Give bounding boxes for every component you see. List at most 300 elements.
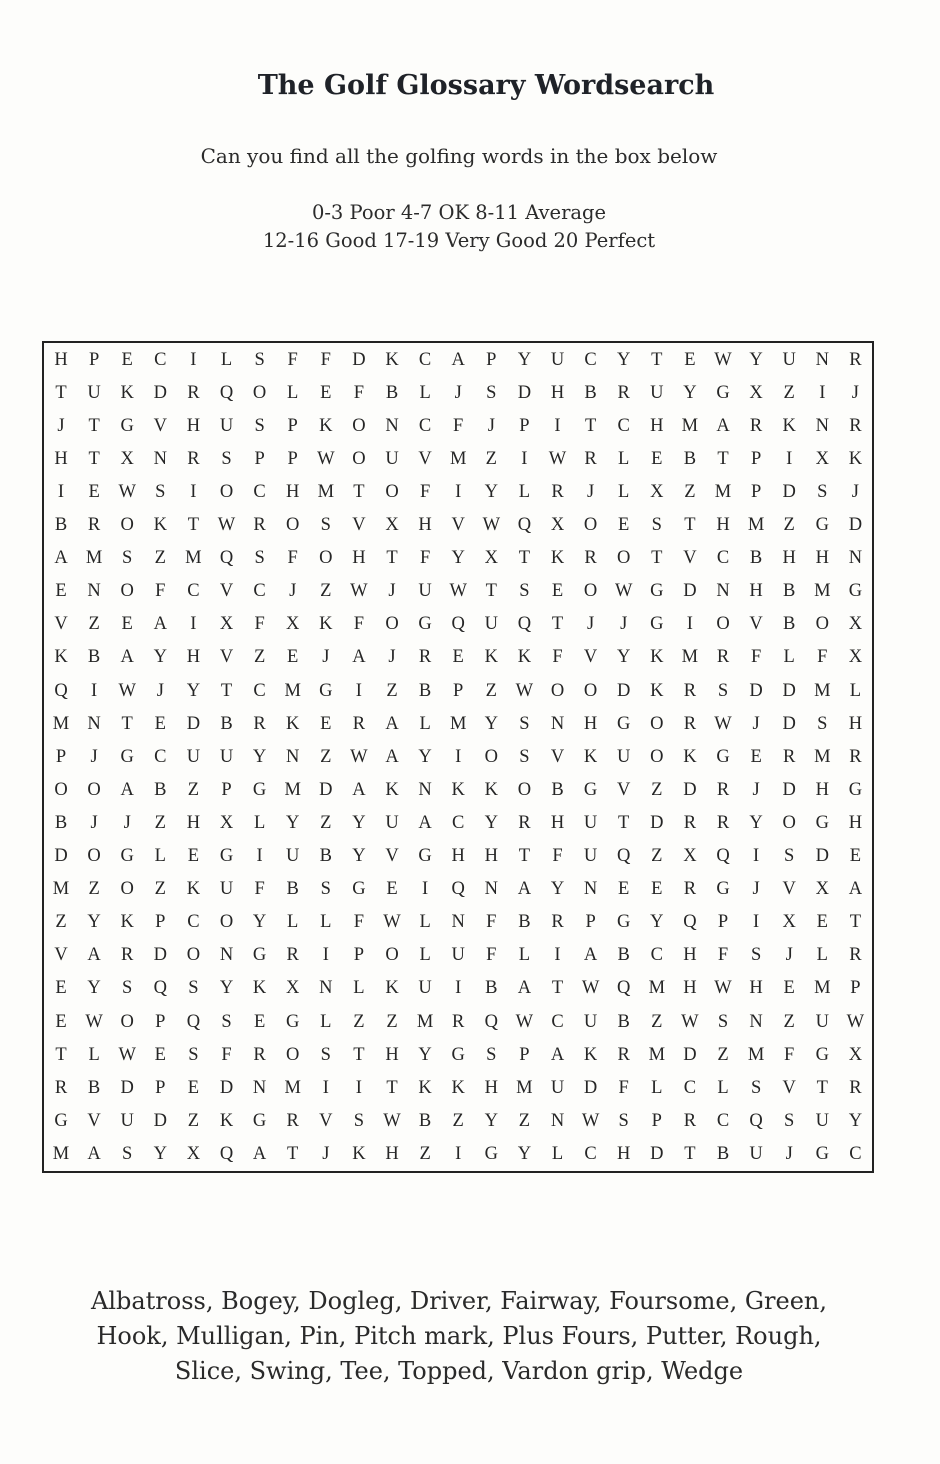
grid-letter[interactable]: J: [123, 812, 131, 833]
grid-letter[interactable]: K: [385, 779, 399, 800]
grid-letter[interactable]: K: [583, 746, 598, 767]
grid-letter[interactable]: I: [355, 680, 362, 701]
grid-letter[interactable]: W: [383, 1110, 401, 1131]
grid-letter[interactable]: I: [753, 912, 760, 933]
grid-letter[interactable]: Q: [716, 846, 730, 866]
grid-letter[interactable]: U: [815, 1011, 829, 1032]
grid-letter[interactable]: G: [252, 945, 267, 966]
grid-letter[interactable]: B: [683, 448, 697, 469]
grid-letter[interactable]: C: [716, 548, 730, 569]
grid-letter[interactable]: M: [284, 1077, 301, 1098]
grid-letter[interactable]: R: [716, 812, 730, 833]
grid-letter[interactable]: B: [584, 382, 597, 403]
grid-letter[interactable]: I: [521, 448, 528, 469]
grid-letter[interactable]: V: [782, 879, 796, 900]
grid-letter[interactable]: N: [749, 1011, 763, 1032]
grid-letter[interactable]: B: [154, 779, 167, 800]
grid-letter[interactable]: S: [221, 1011, 232, 1032]
grid-letter[interactable]: G: [54, 1110, 68, 1131]
grid-letter[interactable]: L: [253, 812, 266, 833]
grid-letter[interactable]: D: [352, 349, 366, 370]
grid-letter[interactable]: C: [253, 680, 266, 701]
grid-letter[interactable]: Z: [651, 779, 663, 800]
grid-letter[interactable]: Z: [717, 1044, 729, 1065]
grid-letter[interactable]: J: [752, 713, 760, 734]
grid-letter[interactable]: A: [716, 415, 730, 436]
grid-letter[interactable]: D: [319, 779, 333, 800]
grid-letter[interactable]: C: [452, 812, 465, 833]
grid-letter[interactable]: C: [187, 581, 200, 602]
grid-letter[interactable]: K: [517, 647, 532, 668]
grid-letter[interactable]: E: [816, 912, 828, 933]
grid-letter[interactable]: J: [322, 1143, 330, 1164]
grid-letter[interactable]: C: [650, 945, 663, 966]
grid-letter[interactable]: X: [219, 812, 234, 833]
grid-letter[interactable]: X: [550, 515, 565, 535]
grid-letter[interactable]: P: [353, 945, 365, 966]
grid-letter[interactable]: Q: [186, 1011, 201, 1032]
grid-letter[interactable]: C: [584, 349, 597, 370]
grid-letter[interactable]: P: [750, 481, 762, 502]
grid-letter[interactable]: G: [815, 515, 829, 535]
grid-letter[interactable]: U: [617, 746, 631, 767]
grid-letter[interactable]: Z: [187, 779, 200, 800]
grid-letter[interactable]: F: [353, 382, 365, 403]
grid-letter[interactable]: G: [352, 879, 366, 900]
grid-letter[interactable]: H: [650, 415, 664, 436]
grid-letter[interactable]: W: [118, 680, 136, 701]
grid-letter[interactable]: E: [121, 614, 133, 635]
grid-letter[interactable]: W: [614, 581, 633, 602]
grid-letter[interactable]: Y: [186, 680, 201, 701]
grid-letter[interactable]: U: [186, 746, 201, 767]
grid-letter[interactable]: C: [584, 1143, 597, 1164]
grid-letter[interactable]: U: [782, 349, 796, 370]
grid-letter[interactable]: E: [651, 879, 663, 900]
grid-letter[interactable]: O: [286, 515, 300, 535]
grid-letter[interactable]: Y: [650, 912, 664, 933]
grid-letter[interactable]: G: [583, 779, 598, 800]
grid-letter[interactable]: F: [419, 548, 431, 569]
grid-letter[interactable]: I: [57, 481, 65, 502]
grid-letter[interactable]: T: [187, 515, 200, 535]
grid-letter[interactable]: T: [684, 515, 696, 535]
grid-letter[interactable]: M: [317, 481, 335, 502]
grid-letter[interactable]: O: [219, 481, 234, 502]
grid-letter[interactable]: F: [320, 349, 331, 370]
grid-letter[interactable]: I: [686, 614, 693, 635]
grid-letter[interactable]: Z: [783, 1011, 795, 1032]
grid-letter[interactable]: K: [54, 647, 68, 668]
grid-letter[interactable]: H: [451, 846, 465, 866]
grid-letter[interactable]: L: [618, 448, 630, 469]
grid-letter[interactable]: M: [648, 978, 666, 999]
grid-letter[interactable]: X: [120, 448, 134, 469]
grid-letter[interactable]: X: [749, 382, 763, 403]
grid-letter[interactable]: E: [253, 1011, 266, 1032]
grid-letter[interactable]: V: [352, 515, 366, 535]
grid-letter[interactable]: S: [817, 713, 828, 734]
grid-letter[interactable]: Y: [749, 349, 763, 370]
grid-letter[interactable]: M: [814, 746, 831, 767]
grid-letter[interactable]: G: [815, 1143, 829, 1164]
grid-letter[interactable]: N: [219, 945, 234, 966]
grid-letter[interactable]: W: [515, 1011, 534, 1032]
grid-letter[interactable]: O: [120, 581, 134, 602]
grid-letter[interactable]: D: [54, 846, 68, 866]
grid-letter[interactable]: B: [418, 680, 432, 701]
grid-letter[interactable]: J: [752, 779, 760, 800]
grid-letter[interactable]: V: [550, 746, 565, 767]
grid-letter[interactable]: K: [451, 1077, 465, 1098]
grid-letter[interactable]: K: [319, 415, 333, 436]
grid-letter[interactable]: X: [848, 1044, 863, 1065]
grid-letter[interactable]: S: [353, 1110, 365, 1131]
grid-letter[interactable]: Z: [485, 680, 497, 701]
grid-letter[interactable]: J: [586, 614, 595, 635]
grid-letter[interactable]: O: [219, 912, 234, 933]
grid-letter[interactable]: N: [385, 415, 399, 436]
grid-letter[interactable]: P: [55, 746, 67, 767]
grid-letter[interactable]: S: [750, 1077, 762, 1098]
grid-letter[interactable]: O: [650, 713, 664, 734]
grid-letter[interactable]: Y: [87, 978, 101, 999]
grid-letter[interactable]: O: [286, 1044, 300, 1065]
grid-letter[interactable]: S: [750, 945, 762, 966]
grid-letter[interactable]: H: [550, 382, 565, 403]
grid-letter[interactable]: W: [714, 713, 732, 734]
grid-letter[interactable]: B: [54, 515, 68, 535]
grid-letter[interactable]: T: [551, 614, 564, 635]
grid-letter[interactable]: E: [849, 846, 862, 866]
grid-letter[interactable]: Z: [684, 481, 696, 502]
grid-letter[interactable]: O: [782, 812, 796, 833]
grid-letter[interactable]: G: [617, 713, 631, 734]
grid-letter[interactable]: W: [714, 978, 732, 999]
grid-letter[interactable]: Y: [484, 1110, 498, 1131]
grid-letter[interactable]: A: [87, 1143, 101, 1164]
grid-letter[interactable]: W: [449, 581, 467, 602]
grid-letter[interactable]: Y: [352, 846, 366, 866]
grid-letter[interactable]: Z: [485, 448, 497, 469]
grid-letter[interactable]: Y: [153, 647, 167, 668]
grid-letter[interactable]: V: [319, 1110, 333, 1131]
grid-letter[interactable]: G: [815, 1044, 829, 1065]
grid-letter[interactable]: K: [219, 1110, 234, 1131]
grid-letter[interactable]: S: [784, 1110, 795, 1131]
grid-letter[interactable]: F: [817, 647, 828, 668]
grid-letter[interactable]: D: [683, 581, 697, 602]
grid-letter[interactable]: F: [353, 614, 365, 635]
grid-letter[interactable]: D: [583, 1077, 598, 1098]
grid-letter[interactable]: B: [749, 548, 763, 569]
grid-letter[interactable]: V: [782, 1077, 796, 1098]
grid-letter[interactable]: A: [385, 713, 399, 734]
grid-letter[interactable]: H: [749, 581, 763, 602]
grid-letter[interactable]: R: [749, 415, 763, 436]
grid-letter[interactable]: T: [717, 448, 729, 469]
grid-letter[interactable]: F: [221, 1044, 232, 1065]
grid-letter[interactable]: R: [683, 1110, 697, 1131]
grid-letter[interactable]: B: [220, 713, 233, 734]
grid-letter[interactable]: Q: [451, 879, 465, 900]
grid-letter[interactable]: J: [90, 812, 98, 833]
grid-letter[interactable]: J: [586, 481, 595, 502]
grid-letter[interactable]: T: [88, 448, 100, 469]
grid-letter[interactable]: Q: [219, 548, 234, 569]
grid-letter[interactable]: J: [289, 581, 297, 602]
grid-letter[interactable]: O: [517, 779, 532, 800]
grid-letter[interactable]: G: [286, 1011, 300, 1032]
grid-letter[interactable]: P: [519, 415, 530, 436]
grid-letter[interactable]: H: [683, 978, 697, 999]
grid-letter[interactable]: V: [617, 779, 631, 800]
grid-letter[interactable]: O: [583, 680, 598, 701]
grid-letter[interactable]: F: [353, 912, 365, 933]
grid-letter[interactable]: V: [451, 515, 465, 535]
grid-letter[interactable]: M: [284, 680, 301, 701]
grid-letter[interactable]: L: [353, 978, 365, 999]
grid-letter[interactable]: E: [684, 349, 696, 370]
grid-letter[interactable]: E: [618, 515, 630, 535]
grid-letter[interactable]: Y: [484, 713, 498, 734]
grid-letter[interactable]: T: [584, 415, 597, 436]
grid-letter[interactable]: R: [716, 647, 730, 668]
grid-letter[interactable]: U: [219, 415, 234, 436]
grid-letter[interactable]: H: [54, 448, 68, 469]
grid-letter[interactable]: O: [716, 614, 730, 635]
grid-letter[interactable]: R: [716, 779, 730, 800]
grid-letter[interactable]: N: [815, 415, 829, 436]
grid-letter[interactable]: Z: [651, 1011, 663, 1032]
grid-letter[interactable]: Q: [219, 1143, 234, 1164]
grid-letter[interactable]: F: [750, 647, 762, 668]
grid-letter[interactable]: S: [320, 1044, 331, 1065]
grid-letter[interactable]: C: [253, 581, 266, 602]
grid-letter[interactable]: M: [284, 779, 301, 800]
grid-letter[interactable]: P: [155, 1077, 166, 1098]
grid-letter[interactable]: M: [516, 1077, 533, 1098]
grid-letter[interactable]: F: [254, 614, 265, 635]
grid-letter[interactable]: C: [418, 349, 432, 370]
grid-letter[interactable]: Y: [219, 978, 234, 999]
grid-letter[interactable]: A: [517, 879, 532, 900]
grid-letter[interactable]: U: [87, 382, 101, 403]
grid-letter[interactable]: V: [219, 647, 234, 668]
grid-letter[interactable]: B: [418, 1110, 432, 1131]
grid-letter[interactable]: H: [484, 1077, 498, 1098]
grid-letter[interactable]: Y: [617, 647, 631, 668]
grid-letter[interactable]: Y: [617, 349, 631, 370]
grid-letter[interactable]: P: [287, 415, 298, 436]
grid-letter[interactable]: Y: [484, 481, 498, 502]
grid-letter[interactable]: J: [487, 415, 495, 436]
grid-letter[interactable]: Z: [88, 879, 100, 900]
grid-letter[interactable]: O: [319, 548, 333, 569]
grid-letter[interactable]: Z: [783, 382, 795, 403]
grid-letter[interactable]: S: [486, 1044, 497, 1065]
grid-letter[interactable]: G: [617, 912, 631, 933]
grid-letter[interactable]: J: [57, 415, 65, 436]
grid-letter[interactable]: P: [717, 912, 729, 933]
grid-letter[interactable]: K: [153, 515, 167, 535]
grid-letter[interactable]: U: [583, 846, 598, 866]
grid-letter[interactable]: R: [849, 1077, 862, 1098]
grid-letter[interactable]: Q: [749, 1110, 763, 1131]
grid-letter[interactable]: M: [449, 713, 467, 734]
grid-letter[interactable]: G: [418, 846, 432, 866]
grid-letter[interactable]: F: [254, 879, 265, 900]
grid-letter[interactable]: O: [120, 879, 134, 900]
grid-letter[interactable]: T: [55, 382, 67, 403]
grid-letter[interactable]: R: [54, 1077, 68, 1098]
grid-letter[interactable]: T: [353, 481, 365, 502]
grid-letter[interactable]: Q: [617, 978, 631, 999]
grid-letter[interactable]: S: [651, 515, 662, 535]
grid-letter[interactable]: E: [320, 713, 332, 734]
grid-letter[interactable]: N: [815, 349, 829, 370]
grid-letter[interactable]: Y: [550, 879, 565, 900]
grid-letter[interactable]: G: [815, 812, 829, 833]
grid-letter[interactable]: E: [88, 481, 100, 502]
grid-letter[interactable]: O: [617, 548, 631, 569]
grid-letter[interactable]: U: [219, 879, 234, 900]
grid-letter[interactable]: X: [286, 614, 300, 635]
grid-letter[interactable]: O: [186, 945, 201, 966]
grid-letter[interactable]: X: [484, 548, 498, 569]
grid-letter[interactable]: A: [54, 548, 68, 569]
grid-letter[interactable]: P: [88, 349, 100, 370]
grid-letter[interactable]: P: [486, 349, 497, 370]
grid-letter[interactable]: B: [54, 812, 68, 833]
grid-letter[interactable]: H: [550, 812, 565, 833]
grid-letter[interactable]: O: [484, 746, 498, 767]
grid-letter[interactable]: V: [418, 448, 432, 469]
grid-letter[interactable]: E: [154, 713, 166, 734]
grid-letter[interactable]: Z: [320, 581, 332, 602]
grid-letter[interactable]: Z: [154, 879, 166, 900]
grid-letter[interactable]: P: [221, 779, 232, 800]
grid-letter[interactable]: R: [584, 448, 597, 469]
grid-letter[interactable]: T: [618, 812, 630, 833]
grid-letter[interactable]: P: [519, 1044, 530, 1065]
grid-letter[interactable]: K: [418, 1077, 432, 1098]
grid-letter[interactable]: U: [550, 349, 565, 370]
grid-letter[interactable]: T: [485, 581, 497, 602]
grid-letter[interactable]: W: [317, 448, 335, 469]
grid-letter[interactable]: I: [554, 945, 561, 966]
grid-letter[interactable]: J: [785, 945, 793, 966]
grid-letter[interactable]: D: [153, 382, 167, 403]
grid-letter[interactable]: J: [785, 1143, 793, 1164]
grid-letter[interactable]: G: [120, 846, 134, 866]
grid-letter[interactable]: J: [388, 647, 396, 668]
grid-letter[interactable]: G: [716, 879, 730, 900]
grid-letter[interactable]: G: [252, 1110, 267, 1131]
grid-letter[interactable]: C: [154, 349, 167, 370]
grid-letter[interactable]: S: [122, 978, 133, 999]
grid-letter[interactable]: L: [419, 912, 431, 933]
grid-letter[interactable]: I: [91, 680, 98, 701]
grid-letter[interactable]: A: [352, 647, 366, 668]
grid-letter[interactable]: R: [849, 349, 862, 370]
grid-letter[interactable]: I: [455, 481, 462, 502]
grid-letter[interactable]: I: [455, 746, 462, 767]
grid-letter[interactable]: R: [683, 713, 697, 734]
grid-letter[interactable]: R: [253, 1044, 266, 1065]
grid-letter[interactable]: I: [455, 1143, 462, 1164]
grid-letter[interactable]: U: [550, 1077, 565, 1098]
grid-letter[interactable]: Y: [352, 812, 366, 833]
grid-letter[interactable]: R: [683, 879, 697, 900]
grid-letter[interactable]: R: [518, 812, 531, 833]
grid-letter[interactable]: M: [714, 481, 732, 502]
grid-letter[interactable]: G: [120, 746, 134, 767]
grid-letter[interactable]: F: [419, 481, 431, 502]
grid-letter[interactable]: G: [484, 1143, 498, 1164]
grid-letter[interactable]: N: [286, 746, 300, 767]
grid-letter[interactable]: W: [350, 581, 368, 602]
grid-letter[interactable]: F: [287, 548, 298, 569]
grid-letter[interactable]: N: [848, 548, 863, 569]
grid-letter[interactable]: T: [386, 548, 398, 569]
grid-letter[interactable]: X: [683, 846, 697, 866]
grid-letter[interactable]: D: [782, 481, 796, 502]
grid-letter[interactable]: Q: [219, 382, 234, 403]
grid-letter[interactable]: H: [815, 548, 829, 569]
grid-letter[interactable]: R: [87, 515, 101, 535]
grid-letter[interactable]: Z: [651, 846, 663, 866]
grid-letter[interactable]: K: [252, 978, 267, 999]
grid-letter[interactable]: R: [783, 746, 796, 767]
grid-letter[interactable]: I: [455, 978, 462, 999]
grid-letter[interactable]: N: [716, 581, 730, 602]
grid-letter[interactable]: T: [551, 978, 564, 999]
grid-letter[interactable]: H: [484, 846, 498, 866]
grid-letter[interactable]: N: [418, 779, 432, 800]
grid-letter[interactable]: I: [190, 614, 197, 635]
grid-letter[interactable]: A: [153, 614, 167, 635]
grid-letter[interactable]: J: [388, 581, 396, 602]
grid-letter[interactable]: E: [55, 978, 67, 999]
grid-letter[interactable]: R: [187, 382, 200, 403]
grid-letter[interactable]: T: [88, 415, 100, 436]
grid-letter[interactable]: I: [355, 1077, 362, 1098]
grid-letter[interactable]: J: [90, 746, 98, 767]
grid-letter[interactable]: X: [815, 879, 829, 900]
grid-letter[interactable]: H: [352, 548, 366, 569]
grid-letter[interactable]: W: [581, 978, 600, 999]
grid-letter[interactable]: D: [617, 680, 631, 701]
grid-letter[interactable]: H: [385, 1044, 399, 1065]
grid-letter[interactable]: T: [353, 1044, 365, 1065]
grid-letter[interactable]: X: [815, 448, 829, 469]
grid-letter[interactable]: D: [650, 1143, 664, 1164]
grid-letter[interactable]: Y: [87, 912, 101, 933]
grid-letter[interactable]: H: [716, 515, 730, 535]
grid-letter[interactable]: D: [815, 846, 829, 866]
grid-letter[interactable]: N: [87, 713, 101, 734]
grid-letter[interactable]: P: [155, 912, 166, 933]
grid-letter[interactable]: E: [55, 581, 67, 602]
grid-letter[interactable]: D: [120, 1077, 134, 1098]
grid-letter[interactable]: B: [716, 1143, 730, 1164]
grid-letter[interactable]: M: [52, 713, 70, 734]
grid-letter[interactable]: G: [650, 581, 664, 602]
grid-letter[interactable]: Z: [452, 1110, 464, 1131]
grid-letter[interactable]: V: [749, 614, 763, 635]
grid-letter[interactable]: S: [155, 481, 166, 502]
